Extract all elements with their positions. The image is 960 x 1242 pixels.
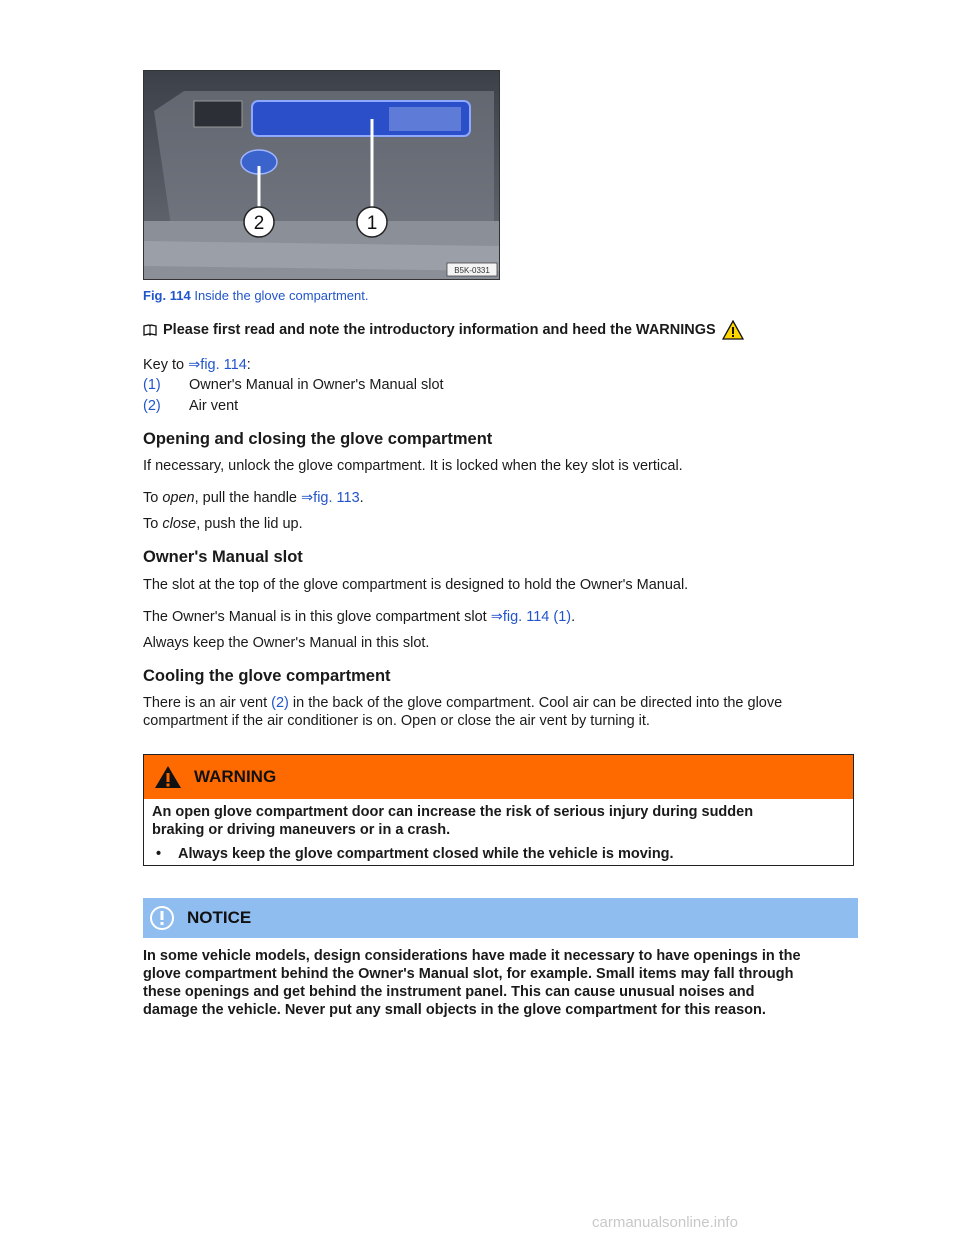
key-suffix: : [246, 357, 251, 373]
fig-113-link[interactable]: ⇒fig. 113 [301, 490, 360, 506]
warning-line-1: An open glove compartment door can increase the risk of serious injury during sudden [152, 804, 754, 820]
key-item-2-number: (2) [143, 398, 161, 414]
callout-2-label: 2 [253, 213, 265, 234]
notice-title: NOTICE [187, 908, 252, 927]
sec1-paragraph-2 [143, 489, 364, 507]
warning-bullet-text: Always keep the glove compartment closed while the vehicle is moving. [178, 846, 674, 862]
book-icon [143, 324, 157, 336]
sec1-p2-pre: To [143, 490, 163, 506]
intro-line [143, 320, 744, 340]
sec2-p2-post: . [571, 609, 576, 625]
figure-code: B5K-0331 [454, 266, 490, 275]
bullet-icon: • [156, 846, 162, 862]
warning-icon [154, 765, 182, 789]
figure-caption-text: Inside the glove compartment. [194, 288, 369, 303]
sec1-paragraph-1: If necessary, unlock the glove compartment. It is locked when the key slot is vertical. [143, 458, 683, 474]
callout-1-label: 1 [366, 213, 378, 234]
sec1-p2-post: . [359, 490, 364, 506]
sec1-p3-post: , push the lid up. [196, 516, 303, 532]
sec1-paragraph-3 [143, 515, 303, 533]
intro-text: Please first read and note the introductory information and heed the WARNINGS [163, 322, 716, 338]
notice-line-2: glove compartment behind the Owner's Manual slot, for example. Small items may fall through [143, 966, 794, 982]
heading-opening-closing: Opening and closing the glove compartment [143, 430, 493, 448]
heading-cooling: Cooling the glove compartment [143, 667, 391, 685]
key-item-1-number: (1) [143, 377, 161, 393]
warning-body [144, 799, 853, 867]
warning-triangle-icon [722, 320, 744, 340]
key-item-1-text: Owner's Manual in Owner's Manual slot [189, 377, 444, 393]
figure-glove-compartment [143, 70, 500, 280]
key-item-2 [143, 397, 238, 415]
sec2-p2-pre: The Owner's Manual is in this glove compartment slot [143, 609, 491, 625]
sec1-p3-em: close [162, 516, 197, 532]
sec1-p2-mid: , pull the handle [194, 490, 302, 506]
key-prefix: Key to [143, 357, 189, 373]
sec2-paragraph-3: Always keep the Owner's Manual in this slot. [143, 635, 430, 651]
glove-compartment-illustration [144, 71, 499, 279]
sec1-p2-em: open [162, 490, 195, 506]
watermark: carmanualsonline.info [592, 1214, 738, 1231]
air-vent-ref: (2) [271, 695, 289, 711]
figure-caption [143, 288, 368, 303]
sec3-p1-pre: There is an air vent [143, 695, 272, 711]
sec3-p1-mid: in the back of the glove compartment. Cool air can be directed into the glove [288, 695, 783, 711]
warning-bullet [152, 845, 845, 863]
warning-title: WARNING [194, 767, 277, 786]
key-intro [143, 356, 251, 374]
heading-owners-manual-slot: Owner's Manual slot [143, 548, 303, 566]
notice-line-4: damage the vehicle. Never put any small objects in the glove compartment for this reason. [143, 1002, 766, 1018]
notice-header [143, 898, 858, 938]
warning-box [143, 754, 854, 866]
notice-line-1: In some vehicle models, design considerations have made it necessary to have openings in the [143, 948, 801, 964]
sec3-p1-line2: compartment if the air conditioner is on. Open or close the air vent by turning it. [143, 713, 650, 729]
notice-icon [149, 905, 175, 931]
warning-header [144, 755, 853, 799]
sec3-paragraph-1 [143, 694, 782, 730]
figure-caption-label: Fig. 114 [143, 288, 191, 303]
notice-body [143, 947, 858, 1019]
sec2-paragraph-1: The slot at the top of the glove compartment is designed to hold the Owner's Manual. [143, 577, 689, 593]
key-item-2-text: Air vent [189, 398, 239, 414]
key-item-1 [143, 376, 444, 394]
sec2-paragraph-2 [143, 608, 575, 626]
notice-line-3: these openings and get behind the instrument panel. This can cause unusual noises and [143, 984, 755, 1000]
fig-114-1-link[interactable]: ⇒fig. 114 (1) [490, 609, 572, 625]
key-fig-link[interactable]: ⇒fig. 114 [188, 357, 247, 373]
warning-line-2: braking or driving maneuvers or in a crash. [152, 822, 451, 838]
sec1-p3-pre: To [143, 516, 163, 532]
